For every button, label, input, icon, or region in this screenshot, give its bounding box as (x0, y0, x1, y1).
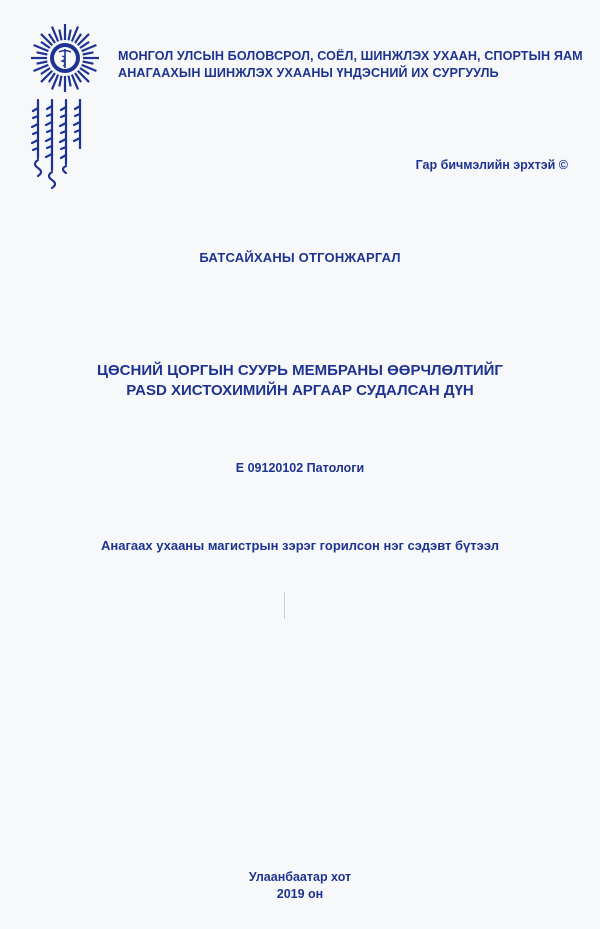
thesis-title-line1: ЦӨСНИЙ ЦОРГЫН СУУРЬ МЕМБРАНЫ ӨӨРЧЛӨЛТИЙГ (97, 362, 503, 379)
university-emblem-icon (29, 22, 101, 94)
place-and-date (0, 869, 600, 903)
specialty-code: Е 09120102 Патологи (235, 461, 365, 475)
university-name: АНАГААХЫН ШИНЖЛЭХ УХААНЫ ҮНДЭСНИЙ ИХ СУРГУУЛЬ (118, 66, 499, 80)
emblem-ray (59, 30, 61, 41)
emblem-ray (83, 62, 94, 64)
emblem-ray (37, 52, 48, 54)
year: 2019 он (276, 887, 324, 901)
author-name: БАТСАЙХАНЫ ОТГОНЖАРГАЛ (199, 250, 401, 265)
ministry-name: МОНГОЛ УЛСЫН БОЛОВСРОЛ, СОЁЛ, ШИНЖЛЭХ УХААН, СПОРТЫН ЯАМ (118, 49, 583, 63)
scan-mark (284, 592, 285, 619)
ministry-heading (118, 48, 588, 82)
thesis-title (0, 361, 600, 401)
emblem-ray (69, 76, 71, 87)
mongolian-script-lettering (28, 98, 108, 190)
city: Улаанбаатар хот (248, 870, 352, 884)
degree-statement: Анагаах ухааны магистрын зэрэг горилсон нэг сэдэвт бүтээл (101, 538, 499, 553)
emblem-ray (37, 62, 48, 64)
copyright-note: Гар бичмэлийн эрхтэй © (415, 158, 568, 172)
thesis-title-line2: PASD ХИСТОХИМИЙН АРГААР СУДАЛСАН ДҮН (126, 382, 474, 399)
emblem-ray (59, 76, 61, 87)
emblem-ray (69, 30, 71, 41)
emblem-ray (83, 52, 94, 54)
